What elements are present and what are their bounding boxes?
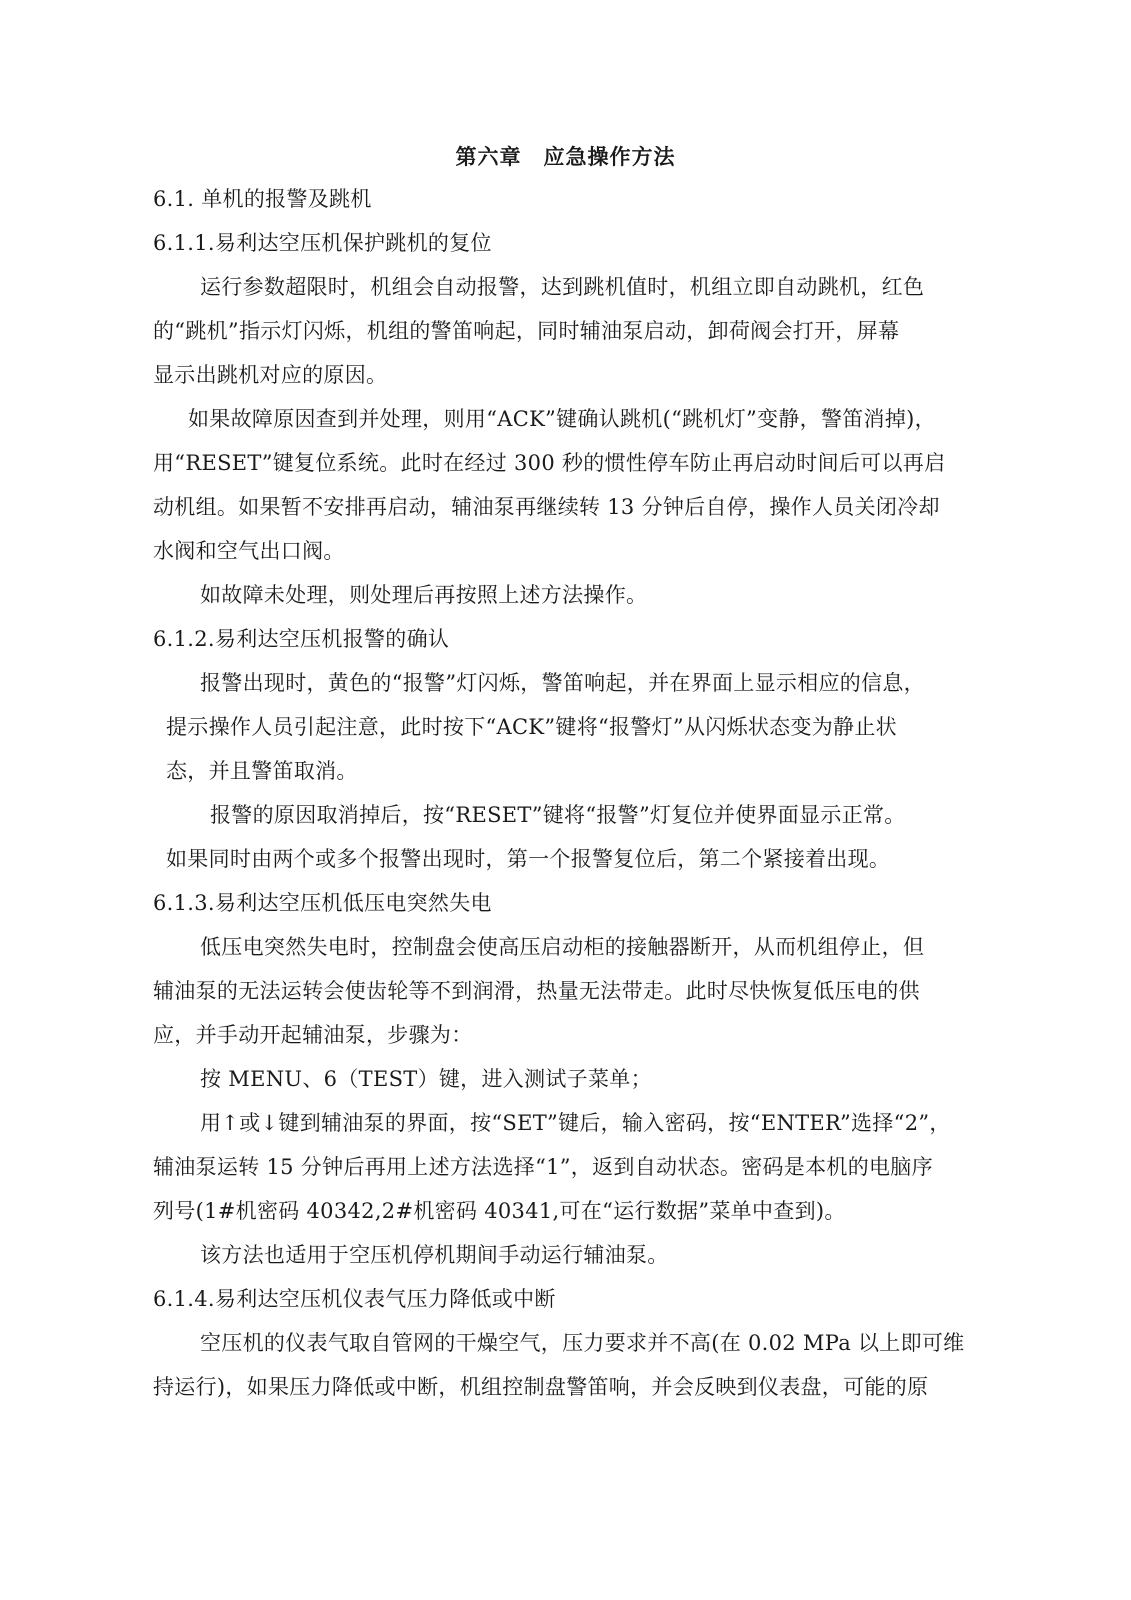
paragraph-line: 运行参数超限时，机组会自动报警，达到跳机值时，机组立即自动跳机，红色: [200, 275, 925, 299]
paragraph-line: 辅油泵运转 15 分钟后再用上述方法选择“1”，返到自动状态。密码是本机的电脑序: [153, 1155, 933, 1179]
section-heading-6-1-3: 6.1.3.易利达空压机低压电突然失电: [153, 891, 492, 915]
paragraph-line: 报警出现时，黄色的“报警”灯闪烁，警笛响起，并在界面上显示相应的信息，: [200, 671, 925, 695]
paragraph-line: 如果同时由两个或多个报警出现时，第一个报警复位后，第二个紧接着出现。: [166, 847, 891, 871]
chapter-title: 第六章 应急操作方法: [455, 144, 676, 169]
paragraph-line: 持运行)，如果压力降低或中断，机组控制盘警笛响，并会反映到仪表盘，可能的原: [153, 1375, 929, 1399]
paragraph-line: 空压机的仪表气取自管网的干燥空气，压力要求并不高(在 0.02 MPa 以上即可维: [200, 1331, 965, 1355]
paragraph-line: 如故障未处理，则处理后再按照上述方法操作。: [200, 583, 648, 607]
paragraph-line: 动机组。如果暂不安排再启动，辅油泵再继续转 13 分钟后自停，操作人员关闭冷却: [153, 495, 940, 519]
section-heading-6-1: 6.1. 单机的报警及跳机: [153, 187, 372, 211]
paragraph-line: 辅油泵的无法运转会使齿轮等不到润滑，热量无法带走。此时尽快恢复低压电的供: [153, 979, 920, 1003]
section-heading-6-1-2: 6.1.2.易利达空压机报警的确认: [153, 627, 450, 651]
paragraph-line: 列号(1#机密码 40342,2#机密码 40341,可在“运行数据”菜单中查到)。: [153, 1199, 846, 1223]
paragraph-line: 应，并手动开起辅油泵，步骤为：: [153, 1023, 473, 1047]
paragraph-line: 按 MENU、6（TEST）键，进入测试子菜单；: [200, 1067, 652, 1091]
paragraph-line: 低压电突然失电时，控制盘会使高压启动柜的接触器断开，从而机组停止，但: [200, 935, 925, 959]
section-heading-6-1-1: 6.1.1.易利达空压机保护跳机的复位: [153, 231, 492, 255]
paragraph-line: 态，并且警笛取消。: [166, 759, 358, 783]
paragraph-line: 显示出跳机对应的原因。: [153, 363, 388, 387]
paragraph-line: 报警的原因取消掉后，按“RESET”键将“报警”灯复位并使界面显示正常。: [210, 803, 906, 827]
paragraph-line: 如果故障原因查到并处理，则用“ACK”键确认跳机(“跳机灯”变静，警笛消掉)，: [188, 407, 936, 431]
paragraph-line: 该方法也适用于空压机停机期间手动运行辅油泵。: [200, 1243, 669, 1267]
section-heading-6-1-4: 6.1.4.易利达空压机仪表气压力降低或中断: [153, 1287, 556, 1311]
paragraph-line: 水阀和空气出口阀。: [153, 539, 345, 563]
paragraph-line: 用“RESET”键复位系统。此时在经过 300 秒的惯性停车防止再启动时间后可以再启: [153, 451, 946, 475]
paragraph-line: 提示操作人员引起注意，此时按下“ACK”键将“报警灯”从闪烁状态变为静止状: [166, 715, 897, 739]
paragraph-line: 用↑或↓键到辅油泵的界面，按“SET”键后，输入密码，按“ENTER”选择“2”，: [200, 1111, 951, 1135]
paragraph-line: 的“跳机”指示灯闪烁，机组的警笛响起，同时辅油泵启动，卸荷阀会打开，屏幕: [153, 319, 900, 343]
